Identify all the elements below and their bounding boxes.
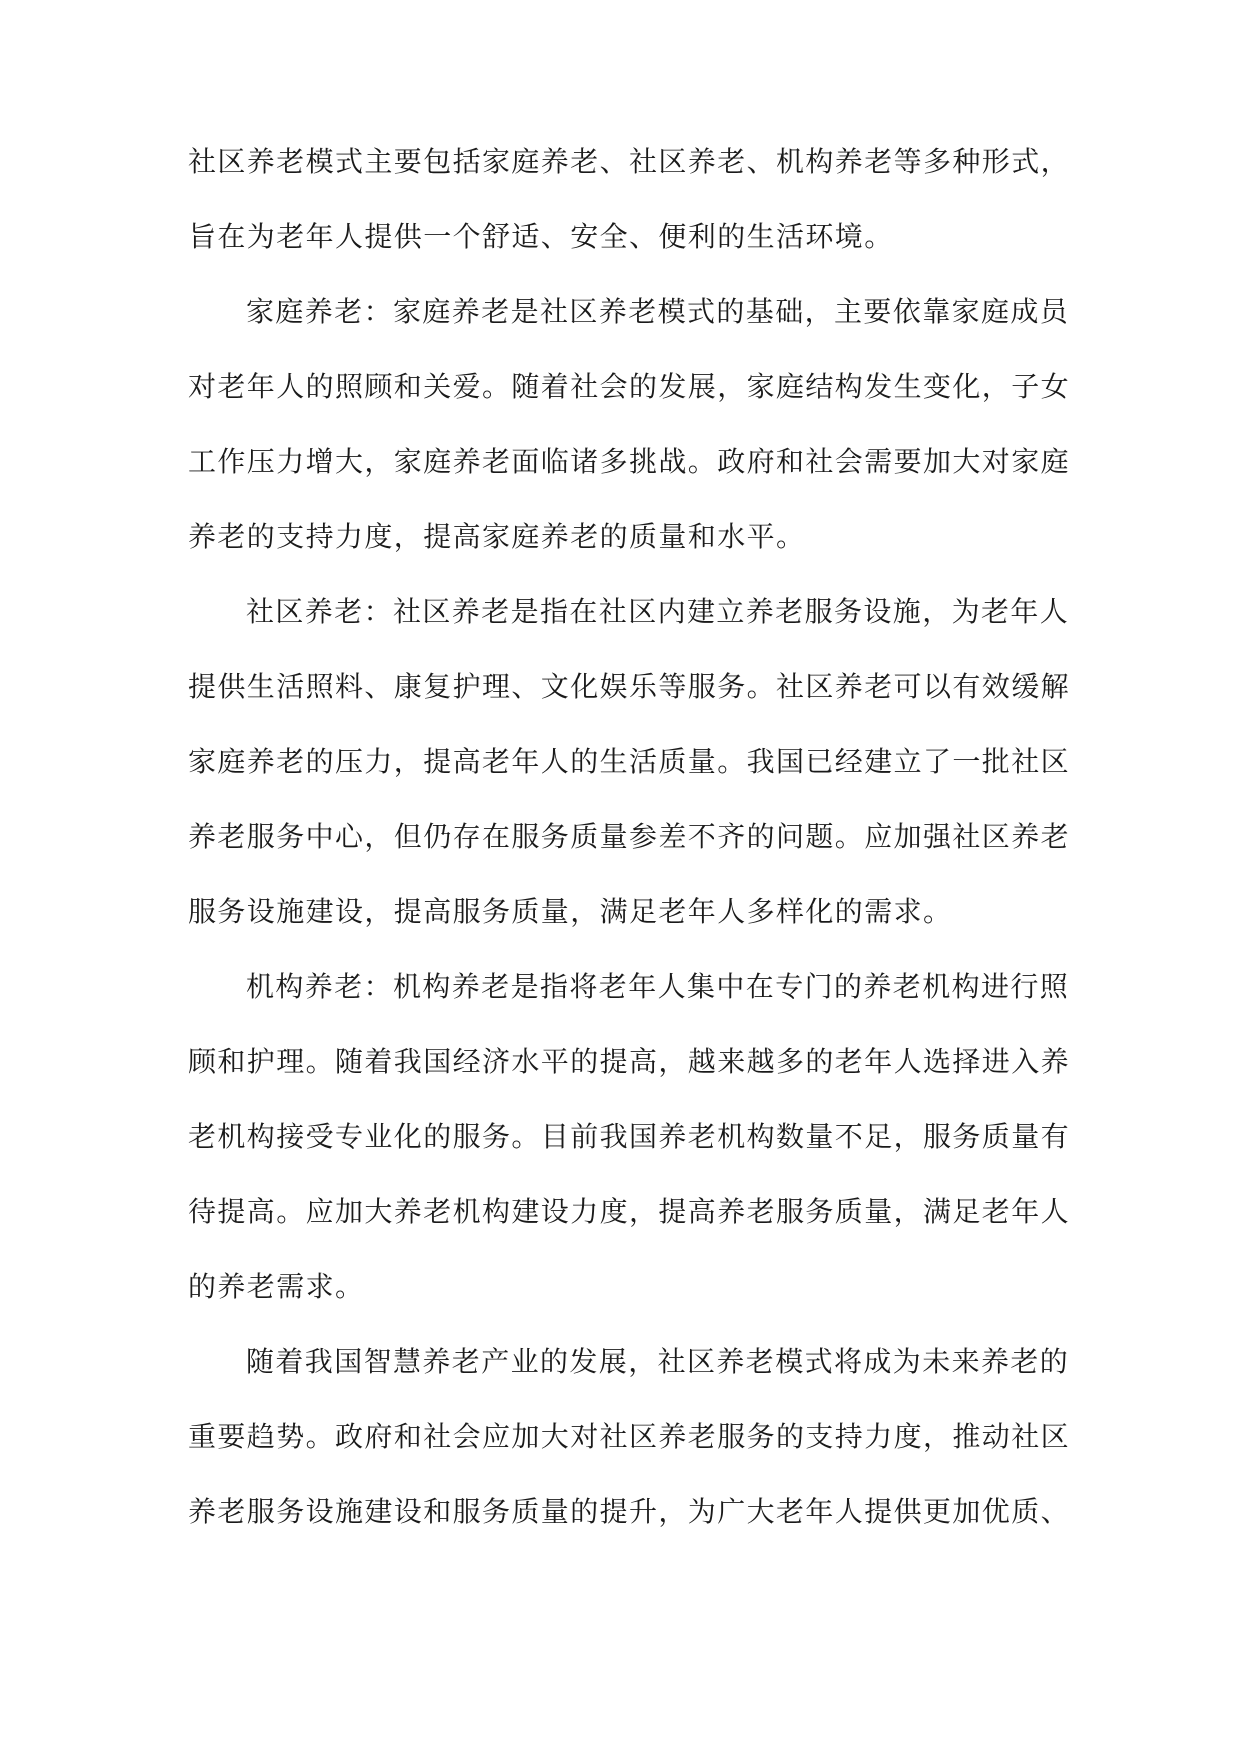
text-line: 顾和护理。随着我国经济水平的提高，越来越多的老年人选择进入养 [188,1045,1071,1078]
paragraph-family-care [188,292,1071,592]
text-line: 养老服务中心，但仍存在服务质量参差不齐的问题。应加强社区养老 [188,820,1071,853]
document-body [188,142,1071,1567]
text-line: 机构养老：机构养老是指将老年人集中在专门的养老机构进行照 [246,970,1070,1003]
text-line: 的养老需求。 [188,1270,365,1303]
text-line: 老机构接受专业化的服务。目前我国养老机构数量不足，服务质量有 [188,1120,1071,1153]
text-line: 养老的支持力度，提高家庭养老的质量和水平。 [188,520,806,553]
text-line: 社区养老：社区养老是指在社区内建立养老服务设施，为老年人 [246,595,1070,628]
text-line: 服务设施建设，提高服务质量，满足老年人多样化的需求。 [188,895,953,928]
text-line: 对老年人的照顾和关爱。随着社会的发展，家庭结构发生变化，子女 [188,370,1071,403]
text-line: 提供生活照料、康复护理、文化娱乐等服务。社区养老可以有效缓解 [188,670,1071,703]
text-line: 待提高。应加大养老机构建设力度，提高养老服务质量，满足老年人 [188,1195,1071,1228]
text-line: 重要趋势。政府和社会应加大对社区养老服务的支持力度，推动社区 [188,1420,1071,1453]
paragraph-institutional-care [188,967,1071,1342]
text-line: 社区养老模式主要包括家庭养老、社区养老、机构养老等多种形式， [188,145,1071,178]
text-line: 家庭养老的压力，提高老年人的生活质量。我国已经建立了一批社区 [188,745,1071,778]
text-line: 养老服务设施建设和服务质量的提升，为广大老年人提供更加优质、 [188,1495,1071,1528]
text-line: 旨在为老年人提供一个舒适、安全、便利的生活环境。 [188,220,894,253]
paragraph-intro [188,142,1071,292]
text-line: 家庭养老：家庭养老是社区养老模式的基础，主要依靠家庭成员 [246,295,1070,328]
paragraph-conclusion [188,1342,1071,1567]
text-line: 随着我国智慧养老产业的发展，社区养老模式将成为未来养老的 [246,1345,1070,1378]
paragraph-community-care [188,592,1071,967]
text-line: 工作压力增大，家庭养老面临诸多挑战。政府和社会需要加大对家庭 [188,445,1071,478]
